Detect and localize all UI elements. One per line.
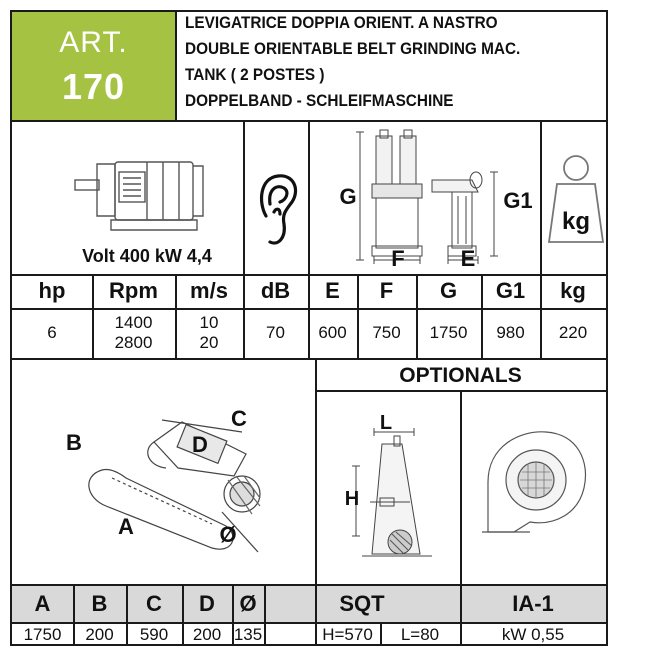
bottom-value-a: 1750 — [23, 625, 62, 644]
dim-label-e: E — [460, 246, 476, 271]
bottom-value-ia1: kW 0,55 — [501, 625, 565, 644]
stand-label-h: H — [344, 488, 360, 510]
bottom-header-a: A — [34, 591, 51, 616]
stand-label-l: L — [379, 412, 393, 434]
belt-label-d: D — [192, 432, 208, 457]
spec-header-rpm: Rpm — [109, 278, 158, 303]
article-number: 170 — [61, 66, 126, 107]
title-french: TANK ( 2 POSTES ) — [185, 66, 325, 84]
belt-label-a: A — [118, 514, 134, 539]
dust-extractor-drawing — [474, 422, 594, 552]
ear-icon — [256, 172, 300, 247]
bottom-header-ia1: IA-1 — [512, 591, 554, 616]
spec-value-g1: 980 — [496, 323, 525, 342]
spec-value-db: 70 — [266, 323, 285, 342]
title-english: DOUBLE ORIENTABLE BELT GRINDING MAC. — [185, 40, 521, 58]
bottom-value-c: 590 — [139, 625, 169, 644]
spec-value-ms-1: 10 — [199, 313, 219, 332]
spec-header-e: E — [325, 278, 340, 303]
spec-value-f: 750 — [372, 323, 401, 342]
spec-header-f: F — [379, 278, 394, 303]
spec-header-kg: kg — [560, 278, 586, 303]
optionals-title: OPTIONALS — [399, 364, 522, 387]
bottom-header-b: B — [91, 591, 108, 616]
title-italian: LEVIGATRICE DOPPIA ORIENT. A NASTRO — [185, 14, 498, 32]
spec-header-g: G — [439, 278, 458, 303]
title-german: DOPPELBAND - SCHLEIFMASCHINE — [185, 92, 454, 110]
bottom-value-d: 200 — [192, 625, 222, 644]
spec-value-g: 1750 — [429, 323, 468, 342]
bottom-value-sqt-l: L=80 — [400, 625, 440, 644]
bottom-header-c: C — [146, 591, 162, 616]
spec-value-rpm-1: 1400 — [114, 313, 153, 332]
bottom-value-sqt-h: H=570 — [322, 625, 373, 644]
spec-value-e: 600 — [318, 323, 347, 342]
dim-label-f: F — [391, 246, 405, 271]
spec-header-ms: m/s — [190, 278, 228, 303]
spec-value-hp: 6 — [47, 323, 57, 342]
spec-header-g1: G1 — [495, 278, 526, 303]
spec-value-kg: 220 — [558, 323, 588, 342]
belt-label-b: B — [66, 430, 82, 455]
belt-label-dia: Ø — [219, 522, 237, 547]
spec-value-ms-2: 20 — [199, 333, 219, 352]
belt-label-c: C — [231, 406, 247, 431]
spec-header-db: dB — [260, 278, 291, 303]
bottom-value-b: 200 — [85, 625, 114, 644]
weight-unit-label: kg — [561, 208, 590, 235]
article-badge — [12, 12, 175, 122]
bottom-value-dia: 135 — [233, 625, 263, 644]
electric-motor-icon — [67, 152, 217, 232]
spec-sheet — [10, 10, 608, 646]
sanding-belt-drawing — [62, 402, 302, 572]
bottom-header-dia: Ø — [239, 591, 257, 616]
motor-caption: Volt 400 kW 4,4 — [82, 246, 212, 266]
spec-value-rpm-2: 2800 — [114, 333, 153, 352]
bottom-header-sqt: SQT — [339, 591, 385, 616]
article-label: ART. — [59, 26, 128, 59]
dim-label-g1: G1 — [503, 188, 533, 213]
weight-icon — [547, 152, 605, 252]
dim-label-g: G — [339, 184, 357, 209]
spec-header-hp: hp — [38, 278, 66, 303]
bottom-header-d: D — [199, 591, 215, 616]
